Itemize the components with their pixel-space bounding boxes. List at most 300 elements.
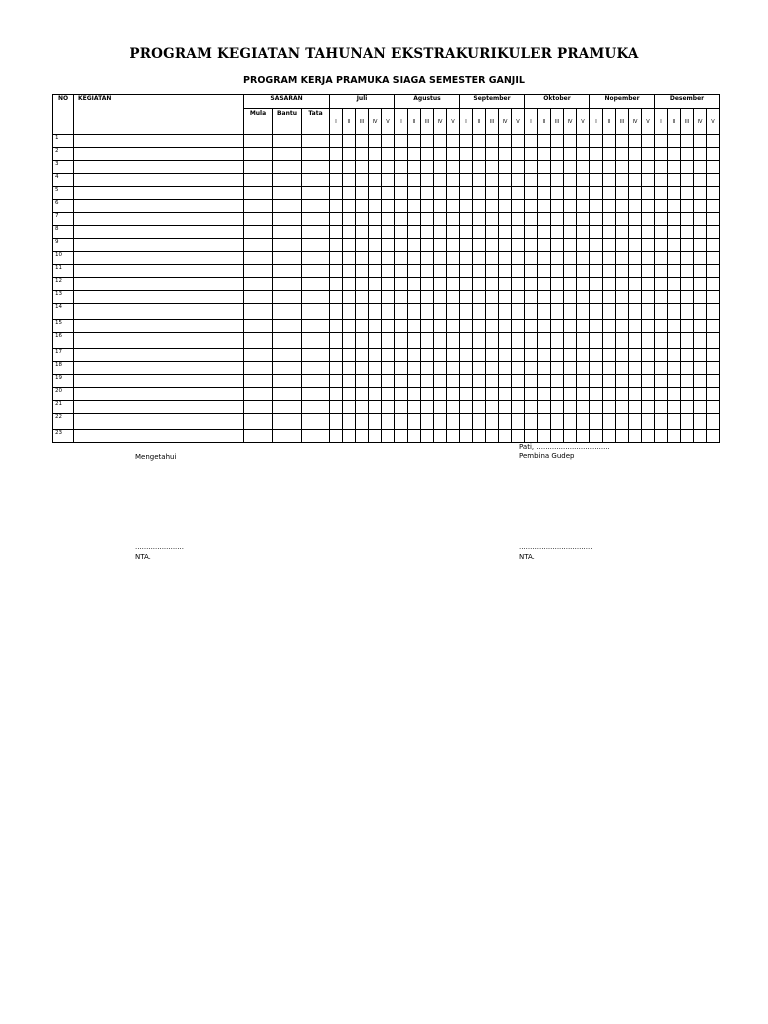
kegiatan-cell[interactable] bbox=[74, 278, 244, 291]
week-cell[interactable] bbox=[642, 414, 655, 430]
week-cell[interactable] bbox=[369, 148, 382, 161]
week-cell[interactable] bbox=[681, 401, 694, 414]
week-cell[interactable] bbox=[447, 333, 460, 349]
kegiatan-cell[interactable] bbox=[74, 187, 244, 200]
week-cell[interactable] bbox=[538, 375, 551, 388]
week-cell[interactable] bbox=[356, 430, 369, 443]
week-cell[interactable] bbox=[330, 388, 343, 401]
sasaran-cell[interactable] bbox=[273, 375, 302, 388]
week-cell[interactable] bbox=[538, 187, 551, 200]
week-cell[interactable] bbox=[564, 388, 577, 401]
week-cell[interactable] bbox=[330, 187, 343, 200]
week-cell[interactable] bbox=[499, 226, 512, 239]
sasaran-cell[interactable] bbox=[302, 388, 330, 401]
week-cell[interactable] bbox=[408, 278, 421, 291]
week-cell[interactable] bbox=[369, 401, 382, 414]
week-cell[interactable] bbox=[369, 375, 382, 388]
week-cell[interactable] bbox=[694, 226, 707, 239]
week-cell[interactable] bbox=[577, 148, 590, 161]
week-cell[interactable] bbox=[473, 226, 486, 239]
week-cell[interactable] bbox=[343, 414, 356, 430]
week-cell[interactable] bbox=[395, 320, 408, 333]
week-cell[interactable] bbox=[486, 226, 499, 239]
week-cell[interactable] bbox=[551, 333, 564, 349]
week-cell[interactable] bbox=[707, 174, 720, 187]
week-cell[interactable] bbox=[499, 187, 512, 200]
week-cell[interactable] bbox=[408, 161, 421, 174]
week-cell[interactable] bbox=[460, 375, 473, 388]
week-cell[interactable] bbox=[707, 252, 720, 265]
week-cell[interactable] bbox=[707, 187, 720, 200]
week-cell[interactable] bbox=[343, 401, 356, 414]
week-cell[interactable] bbox=[369, 278, 382, 291]
week-cell[interactable] bbox=[707, 291, 720, 304]
week-cell[interactable] bbox=[512, 200, 525, 213]
week-cell[interactable] bbox=[473, 320, 486, 333]
sasaran-cell[interactable] bbox=[273, 200, 302, 213]
sasaran-cell[interactable] bbox=[302, 135, 330, 148]
week-cell[interactable] bbox=[408, 304, 421, 320]
sasaran-cell[interactable] bbox=[244, 333, 273, 349]
week-cell[interactable] bbox=[369, 291, 382, 304]
week-cell[interactable] bbox=[629, 333, 642, 349]
week-cell[interactable] bbox=[564, 200, 577, 213]
week-cell[interactable] bbox=[681, 333, 694, 349]
week-cell[interactable] bbox=[421, 213, 434, 226]
week-cell[interactable] bbox=[629, 320, 642, 333]
week-cell[interactable] bbox=[499, 135, 512, 148]
week-cell[interactable] bbox=[564, 333, 577, 349]
sasaran-cell[interactable] bbox=[273, 278, 302, 291]
week-cell[interactable] bbox=[707, 430, 720, 443]
week-cell[interactable] bbox=[408, 252, 421, 265]
week-cell[interactable] bbox=[356, 174, 369, 187]
week-cell[interactable] bbox=[408, 401, 421, 414]
week-cell[interactable] bbox=[447, 226, 460, 239]
week-cell[interactable] bbox=[473, 252, 486, 265]
sasaran-cell[interactable] bbox=[273, 388, 302, 401]
week-cell[interactable] bbox=[369, 388, 382, 401]
week-cell[interactable] bbox=[486, 187, 499, 200]
kegiatan-cell[interactable] bbox=[74, 388, 244, 401]
week-cell[interactable] bbox=[330, 333, 343, 349]
week-cell[interactable] bbox=[707, 278, 720, 291]
week-cell[interactable] bbox=[655, 161, 668, 174]
week-cell[interactable] bbox=[421, 401, 434, 414]
week-cell[interactable] bbox=[382, 213, 395, 226]
week-cell[interactable] bbox=[343, 187, 356, 200]
week-cell[interactable] bbox=[395, 375, 408, 388]
week-cell[interactable] bbox=[512, 239, 525, 252]
week-cell[interactable] bbox=[616, 320, 629, 333]
sasaran-cell[interactable] bbox=[302, 362, 330, 375]
week-cell[interactable] bbox=[629, 401, 642, 414]
week-cell[interactable] bbox=[668, 239, 681, 252]
week-cell[interactable] bbox=[681, 304, 694, 320]
week-cell[interactable] bbox=[473, 414, 486, 430]
week-cell[interactable] bbox=[421, 320, 434, 333]
week-cell[interactable] bbox=[577, 252, 590, 265]
week-cell[interactable] bbox=[603, 200, 616, 213]
week-cell[interactable] bbox=[356, 401, 369, 414]
week-cell[interactable] bbox=[356, 265, 369, 278]
week-cell[interactable] bbox=[655, 291, 668, 304]
week-cell[interactable] bbox=[421, 388, 434, 401]
week-cell[interactable] bbox=[551, 278, 564, 291]
week-cell[interactable] bbox=[707, 239, 720, 252]
week-cell[interactable] bbox=[512, 349, 525, 362]
kegiatan-cell[interactable] bbox=[74, 239, 244, 252]
week-cell[interactable] bbox=[343, 278, 356, 291]
week-cell[interactable] bbox=[421, 414, 434, 430]
week-cell[interactable] bbox=[486, 148, 499, 161]
week-cell[interactable] bbox=[655, 187, 668, 200]
week-cell[interactable] bbox=[447, 430, 460, 443]
sasaran-cell[interactable] bbox=[302, 333, 330, 349]
week-cell[interactable] bbox=[694, 278, 707, 291]
week-cell[interactable] bbox=[499, 252, 512, 265]
week-cell[interactable] bbox=[382, 148, 395, 161]
week-cell[interactable] bbox=[330, 278, 343, 291]
week-cell[interactable] bbox=[577, 304, 590, 320]
sasaran-cell[interactable] bbox=[273, 265, 302, 278]
week-cell[interactable] bbox=[655, 375, 668, 388]
week-cell[interactable] bbox=[707, 161, 720, 174]
week-cell[interactable] bbox=[694, 239, 707, 252]
week-cell[interactable] bbox=[434, 174, 447, 187]
week-cell[interactable] bbox=[551, 320, 564, 333]
week-cell[interactable] bbox=[642, 226, 655, 239]
week-cell[interactable] bbox=[369, 226, 382, 239]
week-cell[interactable] bbox=[668, 291, 681, 304]
week-cell[interactable] bbox=[512, 226, 525, 239]
week-cell[interactable] bbox=[668, 349, 681, 362]
week-cell[interactable] bbox=[668, 430, 681, 443]
week-cell[interactable] bbox=[577, 239, 590, 252]
week-cell[interactable] bbox=[408, 349, 421, 362]
kegiatan-cell[interactable] bbox=[74, 291, 244, 304]
week-cell[interactable] bbox=[681, 362, 694, 375]
sasaran-cell[interactable] bbox=[302, 174, 330, 187]
week-cell[interactable] bbox=[512, 304, 525, 320]
week-cell[interactable] bbox=[629, 375, 642, 388]
week-cell[interactable] bbox=[642, 265, 655, 278]
week-cell[interactable] bbox=[694, 265, 707, 278]
week-cell[interactable] bbox=[629, 252, 642, 265]
sasaran-cell[interactable] bbox=[273, 401, 302, 414]
week-cell[interactable] bbox=[447, 239, 460, 252]
week-cell[interactable] bbox=[551, 226, 564, 239]
week-cell[interactable] bbox=[421, 375, 434, 388]
week-cell[interactable] bbox=[603, 135, 616, 148]
week-cell[interactable] bbox=[421, 304, 434, 320]
week-cell[interactable] bbox=[577, 401, 590, 414]
week-cell[interactable] bbox=[473, 388, 486, 401]
week-cell[interactable] bbox=[447, 414, 460, 430]
week-cell[interactable] bbox=[681, 135, 694, 148]
kegiatan-cell[interactable] bbox=[74, 320, 244, 333]
week-cell[interactable] bbox=[512, 135, 525, 148]
week-cell[interactable] bbox=[408, 265, 421, 278]
week-cell[interactable] bbox=[538, 161, 551, 174]
week-cell[interactable] bbox=[473, 362, 486, 375]
week-cell[interactable] bbox=[473, 304, 486, 320]
week-cell[interactable] bbox=[486, 174, 499, 187]
week-cell[interactable] bbox=[356, 226, 369, 239]
sasaran-cell[interactable] bbox=[244, 349, 273, 362]
week-cell[interactable] bbox=[499, 278, 512, 291]
week-cell[interactable] bbox=[577, 213, 590, 226]
kegiatan-cell[interactable] bbox=[74, 252, 244, 265]
sasaran-cell[interactable] bbox=[302, 161, 330, 174]
week-cell[interactable] bbox=[499, 430, 512, 443]
week-cell[interactable] bbox=[447, 252, 460, 265]
week-cell[interactable] bbox=[681, 388, 694, 401]
week-cell[interactable] bbox=[473, 148, 486, 161]
week-cell[interactable] bbox=[577, 278, 590, 291]
week-cell[interactable] bbox=[369, 333, 382, 349]
week-cell[interactable] bbox=[460, 239, 473, 252]
week-cell[interactable] bbox=[551, 414, 564, 430]
week-cell[interactable] bbox=[447, 200, 460, 213]
week-cell[interactable] bbox=[512, 291, 525, 304]
week-cell[interactable] bbox=[343, 320, 356, 333]
sasaran-cell[interactable] bbox=[273, 362, 302, 375]
week-cell[interactable] bbox=[616, 239, 629, 252]
week-cell[interactable] bbox=[603, 265, 616, 278]
week-cell[interactable] bbox=[343, 388, 356, 401]
week-cell[interactable] bbox=[382, 161, 395, 174]
week-cell[interactable] bbox=[681, 226, 694, 239]
week-cell[interactable] bbox=[434, 388, 447, 401]
week-cell[interactable] bbox=[590, 349, 603, 362]
week-cell[interactable] bbox=[447, 401, 460, 414]
week-cell[interactable] bbox=[460, 187, 473, 200]
week-cell[interactable] bbox=[408, 226, 421, 239]
week-cell[interactable] bbox=[499, 161, 512, 174]
sasaran-cell[interactable] bbox=[302, 430, 330, 443]
week-cell[interactable] bbox=[408, 135, 421, 148]
week-cell[interactable] bbox=[590, 430, 603, 443]
week-cell[interactable] bbox=[564, 187, 577, 200]
week-cell[interactable] bbox=[616, 213, 629, 226]
week-cell[interactable] bbox=[590, 333, 603, 349]
week-cell[interactable] bbox=[408, 362, 421, 375]
week-cell[interactable] bbox=[655, 265, 668, 278]
week-cell[interactable] bbox=[590, 320, 603, 333]
sasaran-cell[interactable] bbox=[244, 226, 273, 239]
sasaran-cell[interactable] bbox=[273, 239, 302, 252]
week-cell[interactable] bbox=[668, 187, 681, 200]
kegiatan-cell[interactable] bbox=[74, 161, 244, 174]
week-cell[interactable] bbox=[616, 349, 629, 362]
kegiatan-cell[interactable] bbox=[74, 401, 244, 414]
week-cell[interactable] bbox=[681, 252, 694, 265]
week-cell[interactable] bbox=[577, 200, 590, 213]
week-cell[interactable] bbox=[395, 333, 408, 349]
week-cell[interactable] bbox=[460, 278, 473, 291]
week-cell[interactable] bbox=[369, 187, 382, 200]
week-cell[interactable] bbox=[642, 174, 655, 187]
week-cell[interactable] bbox=[642, 161, 655, 174]
week-cell[interactable] bbox=[642, 304, 655, 320]
sasaran-cell[interactable] bbox=[273, 252, 302, 265]
week-cell[interactable] bbox=[525, 349, 538, 362]
week-cell[interactable] bbox=[655, 200, 668, 213]
sasaran-cell[interactable] bbox=[244, 401, 273, 414]
week-cell[interactable] bbox=[655, 278, 668, 291]
week-cell[interactable] bbox=[538, 414, 551, 430]
week-cell[interactable] bbox=[629, 349, 642, 362]
week-cell[interactable] bbox=[707, 213, 720, 226]
week-cell[interactable] bbox=[642, 291, 655, 304]
sasaran-cell[interactable] bbox=[273, 187, 302, 200]
week-cell[interactable] bbox=[642, 239, 655, 252]
week-cell[interactable] bbox=[603, 239, 616, 252]
week-cell[interactable] bbox=[590, 291, 603, 304]
week-cell[interactable] bbox=[512, 265, 525, 278]
week-cell[interactable] bbox=[421, 239, 434, 252]
week-cell[interactable] bbox=[603, 401, 616, 414]
week-cell[interactable] bbox=[694, 349, 707, 362]
week-cell[interactable] bbox=[395, 161, 408, 174]
week-cell[interactable] bbox=[707, 226, 720, 239]
week-cell[interactable] bbox=[382, 278, 395, 291]
week-cell[interactable] bbox=[473, 135, 486, 148]
week-cell[interactable] bbox=[330, 401, 343, 414]
sasaran-cell[interactable] bbox=[302, 304, 330, 320]
week-cell[interactable] bbox=[499, 349, 512, 362]
week-cell[interactable] bbox=[343, 213, 356, 226]
week-cell[interactable] bbox=[486, 239, 499, 252]
week-cell[interactable] bbox=[369, 161, 382, 174]
week-cell[interactable] bbox=[460, 252, 473, 265]
week-cell[interactable] bbox=[616, 148, 629, 161]
week-cell[interactable] bbox=[590, 401, 603, 414]
week-cell[interactable] bbox=[694, 135, 707, 148]
week-cell[interactable] bbox=[616, 333, 629, 349]
week-cell[interactable] bbox=[694, 174, 707, 187]
week-cell[interactable] bbox=[577, 320, 590, 333]
week-cell[interactable] bbox=[395, 226, 408, 239]
week-cell[interactable] bbox=[564, 278, 577, 291]
week-cell[interactable] bbox=[408, 320, 421, 333]
week-cell[interactable] bbox=[707, 200, 720, 213]
sasaran-cell[interactable] bbox=[244, 174, 273, 187]
week-cell[interactable] bbox=[395, 388, 408, 401]
week-cell[interactable] bbox=[434, 161, 447, 174]
week-cell[interactable] bbox=[382, 414, 395, 430]
week-cell[interactable] bbox=[356, 320, 369, 333]
week-cell[interactable] bbox=[577, 388, 590, 401]
week-cell[interactable] bbox=[577, 226, 590, 239]
week-cell[interactable] bbox=[590, 362, 603, 375]
week-cell[interactable] bbox=[655, 414, 668, 430]
week-cell[interactable] bbox=[486, 362, 499, 375]
week-cell[interactable] bbox=[681, 213, 694, 226]
week-cell[interactable] bbox=[616, 388, 629, 401]
week-cell[interactable] bbox=[460, 388, 473, 401]
week-cell[interactable] bbox=[642, 375, 655, 388]
week-cell[interactable] bbox=[356, 135, 369, 148]
week-cell[interactable] bbox=[590, 200, 603, 213]
week-cell[interactable] bbox=[629, 174, 642, 187]
week-cell[interactable] bbox=[447, 265, 460, 278]
week-cell[interactable] bbox=[603, 148, 616, 161]
week-cell[interactable] bbox=[343, 200, 356, 213]
week-cell[interactable] bbox=[629, 278, 642, 291]
week-cell[interactable] bbox=[460, 304, 473, 320]
week-cell[interactable] bbox=[343, 174, 356, 187]
week-cell[interactable] bbox=[460, 333, 473, 349]
week-cell[interactable] bbox=[629, 265, 642, 278]
week-cell[interactable] bbox=[460, 320, 473, 333]
week-cell[interactable] bbox=[642, 148, 655, 161]
week-cell[interactable] bbox=[486, 213, 499, 226]
week-cell[interactable] bbox=[642, 213, 655, 226]
sasaran-cell[interactable] bbox=[244, 278, 273, 291]
week-cell[interactable] bbox=[655, 174, 668, 187]
week-cell[interactable] bbox=[551, 375, 564, 388]
week-cell[interactable] bbox=[330, 430, 343, 443]
week-cell[interactable] bbox=[603, 278, 616, 291]
week-cell[interactable] bbox=[668, 304, 681, 320]
week-cell[interactable] bbox=[668, 375, 681, 388]
sasaran-cell[interactable] bbox=[244, 304, 273, 320]
week-cell[interactable] bbox=[343, 148, 356, 161]
week-cell[interactable] bbox=[330, 161, 343, 174]
week-cell[interactable] bbox=[356, 388, 369, 401]
week-cell[interactable] bbox=[395, 213, 408, 226]
week-cell[interactable] bbox=[421, 161, 434, 174]
sasaran-cell[interactable] bbox=[273, 174, 302, 187]
week-cell[interactable] bbox=[668, 200, 681, 213]
week-cell[interactable] bbox=[330, 304, 343, 320]
week-cell[interactable] bbox=[629, 414, 642, 430]
week-cell[interactable] bbox=[616, 278, 629, 291]
week-cell[interactable] bbox=[512, 187, 525, 200]
sasaran-cell[interactable] bbox=[273, 304, 302, 320]
week-cell[interactable] bbox=[681, 161, 694, 174]
week-cell[interactable] bbox=[642, 362, 655, 375]
week-cell[interactable] bbox=[629, 362, 642, 375]
week-cell[interactable] bbox=[694, 187, 707, 200]
week-cell[interactable] bbox=[343, 333, 356, 349]
week-cell[interactable] bbox=[395, 148, 408, 161]
sasaran-cell[interactable] bbox=[273, 414, 302, 430]
week-cell[interactable] bbox=[356, 278, 369, 291]
week-cell[interactable] bbox=[434, 187, 447, 200]
week-cell[interactable] bbox=[369, 174, 382, 187]
week-cell[interactable] bbox=[408, 430, 421, 443]
week-cell[interactable] bbox=[330, 239, 343, 252]
week-cell[interactable] bbox=[408, 333, 421, 349]
week-cell[interactable] bbox=[616, 401, 629, 414]
week-cell[interactable] bbox=[434, 414, 447, 430]
week-cell[interactable] bbox=[421, 333, 434, 349]
week-cell[interactable] bbox=[525, 291, 538, 304]
week-cell[interactable] bbox=[434, 252, 447, 265]
week-cell[interactable] bbox=[564, 161, 577, 174]
week-cell[interactable] bbox=[473, 333, 486, 349]
week-cell[interactable] bbox=[538, 213, 551, 226]
sasaran-cell[interactable] bbox=[302, 291, 330, 304]
week-cell[interactable] bbox=[330, 213, 343, 226]
sasaran-cell[interactable] bbox=[302, 187, 330, 200]
week-cell[interactable] bbox=[499, 174, 512, 187]
week-cell[interactable] bbox=[564, 265, 577, 278]
week-cell[interactable] bbox=[564, 414, 577, 430]
